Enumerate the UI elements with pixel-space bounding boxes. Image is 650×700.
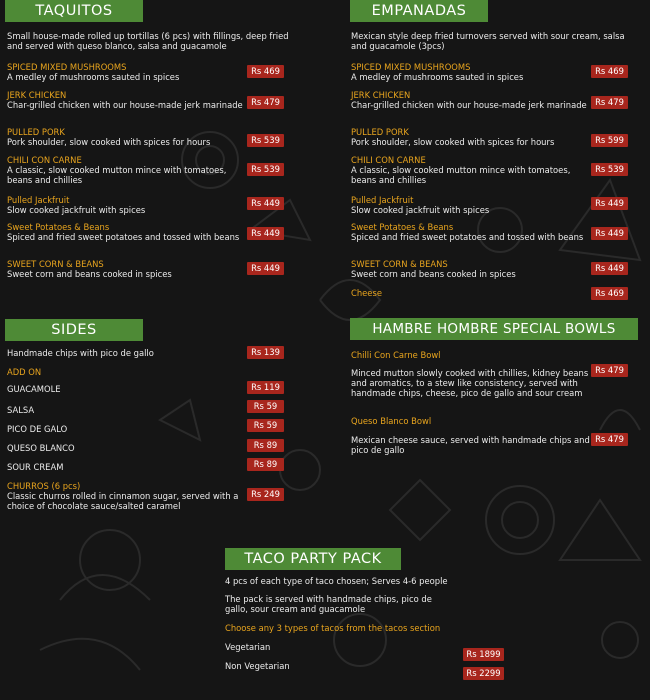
price-tag: Rs 449 [591, 227, 628, 240]
sides-chips-label: Handmade chips with pico de gallo [7, 348, 154, 358]
taquitos-item [7, 90, 247, 110]
empanadas-item [351, 90, 589, 110]
price-tag: Rs 449 [247, 197, 284, 210]
empanadas-item [351, 222, 589, 242]
taquitos-item [7, 222, 247, 242]
price-tag: Rs 469 [591, 287, 628, 300]
price-tag: Rs 469 [247, 65, 284, 78]
addon-item-label: SOUR CREAM [7, 462, 64, 472]
item-description: Spiced and fried sweet potatoes and tossed with beans [7, 232, 240, 242]
churros-item [7, 481, 242, 511]
addon-item-label: QUESO BLANCO [7, 443, 75, 453]
price-tag: Rs 119 [247, 381, 284, 394]
item-description: Sweet corn and beans cooked in spices [351, 269, 516, 279]
party-pack-line: The pack is served with handmade chips, pico de gallo, sour cream and guacamole [225, 594, 432, 614]
price-tag: Rs 469 [591, 65, 628, 78]
empanadas-item-name: Cheese [351, 288, 382, 298]
price-tag: Rs 89 [247, 439, 284, 452]
bowls-header: HAMBRE HOMBRE SPECIAL BOWLS [350, 318, 638, 340]
item-name: Sweet Potatoes & Beans [7, 222, 110, 232]
price-tag: Rs 449 [247, 262, 284, 275]
party-option-label: Vegetarian [225, 642, 271, 652]
price-tag: Rs 89 [247, 458, 284, 471]
price-tag: Rs 539 [247, 134, 284, 147]
bowl-item-name: Chilli Con Carne Bowl [351, 350, 441, 360]
item-description: Pork shoulder, slow cooked with spices for hours [351, 137, 555, 147]
addon-item-label: PICO DE GALO [7, 424, 68, 434]
price-tag: Rs 539 [591, 163, 628, 176]
item-name: Pulled Jackfruit [7, 195, 70, 205]
price-tag: Rs 449 [591, 262, 628, 275]
addon-label: ADD ON [7, 367, 42, 377]
price-tag: Rs 59 [247, 400, 284, 413]
item-name: SPICED MIXED MUSHROOMS [351, 62, 471, 72]
item-name: CHILI CON CARNE [7, 155, 82, 165]
price-tag: Rs 479 [591, 364, 628, 377]
price-tag: Rs 599 [591, 134, 628, 147]
item-name: CHILI CON CARNE [351, 155, 426, 165]
item-description: Sweet corn and beans cooked in spices [7, 269, 172, 279]
item-name: SPICED MIXED MUSHROOMS [7, 62, 127, 72]
empanadas-item [351, 259, 589, 279]
item-name: SWEET CORN & BEANS [351, 259, 448, 269]
empanadas-header: EMPANADAS [350, 0, 488, 22]
price-tag: Rs 479 [591, 433, 628, 446]
taquitos-item [7, 195, 247, 215]
item-description: A medley of mushrooms sauted in spices [7, 72, 180, 82]
item-description: Slow cooked jackfruit with spices [7, 205, 146, 215]
item-description: Classic churros rolled in cinnamon sugar, served with a choice of chocolate sauce/salted caramel [7, 491, 239, 511]
price-tag: Rs 449 [247, 227, 284, 240]
item-description: A classic, slow cooked mutton mince with tomatoes, beans and chillies [7, 165, 227, 185]
price-tag: Rs 449 [591, 197, 628, 210]
price-tag: Rs 59 [247, 419, 284, 432]
taquitos-item [7, 62, 247, 82]
empanadas-item [351, 155, 589, 185]
item-description: Slow cooked jackfruit with spices [351, 205, 490, 215]
empanadas-item [351, 62, 589, 82]
taquitos-item [7, 259, 247, 279]
item-name: JERK CHICKEN [7, 90, 67, 100]
party-pack-header: TACO PARTY PACK [225, 548, 401, 570]
item-name: SWEET CORN & BEANS [7, 259, 104, 269]
price-tag: Rs 249 [247, 488, 284, 501]
empanadas-description: Mexican style deep fried turnovers served with sour cream, salsa and guacamole (3pcs) [351, 31, 625, 51]
bowl-item-description: Mexican cheese sauce, served with handmade chips and pico de gallo [351, 435, 590, 455]
item-description: Spiced and fried sweet potatoes and tossed with beans [351, 232, 584, 242]
taquitos-item [7, 155, 247, 185]
price-tag: Rs 539 [247, 163, 284, 176]
item-name: Pulled Jackfruit [351, 195, 414, 205]
item-description: A classic, slow cooked mutton mince with tomatoes, beans and chillies [351, 165, 571, 185]
party-option-label: Non Vegetarian [225, 661, 290, 671]
price-tag: Rs 479 [247, 96, 284, 109]
item-name: CHURROS (6 pcs) [7, 481, 81, 491]
empanadas-item [351, 127, 589, 147]
bowl-item-description: Minced mutton slowly cooked with chillies, kidney beans and aromatics, to a stew like consistency, served with handmade chips, cheese, pico de gallo and sour cream [351, 368, 589, 398]
taquitos-item [7, 127, 247, 147]
addon-item-label: SALSA [7, 405, 35, 415]
item-name: PULLED PORK [7, 127, 65, 137]
price-tag: Rs 139 [247, 346, 284, 359]
price-tag: Rs 1899 [463, 648, 504, 661]
item-name: Sweet Potatoes & Beans [351, 222, 454, 232]
item-description: Pork shoulder, slow cooked with spices for hours [7, 137, 211, 147]
bowl-item-name: Queso Blanco Bowl [351, 416, 432, 426]
price-tag: Rs 479 [591, 96, 628, 109]
empanadas-item [351, 195, 589, 215]
party-pack-choose: Choose any 3 types of tacos from the tacos section [225, 623, 441, 633]
sides-header: SIDES [5, 319, 143, 341]
item-description: Char-grilled chicken with our house-made jerk marinade [351, 100, 587, 110]
price-tag: Rs 2299 [463, 667, 504, 680]
item-description: Char-grilled chicken with our house-made jerk marinade [7, 100, 243, 110]
item-name: PULLED PORK [351, 127, 409, 137]
addon-item-label: GUACAMOLE [7, 384, 61, 394]
taquitos-header: TAQUITOS [5, 0, 143, 22]
item-description: A medley of mushrooms sauted in spices [351, 72, 524, 82]
taquitos-description: Small house-made rolled up tortillas (6 pcs) with fillings, deep fried and served with queso blanco, salsa and guacamole [7, 31, 289, 51]
item-name: JERK CHICKEN [351, 90, 411, 100]
party-pack-line: 4 pcs of each type of taco chosen; Serves 4-6 people [225, 576, 448, 586]
